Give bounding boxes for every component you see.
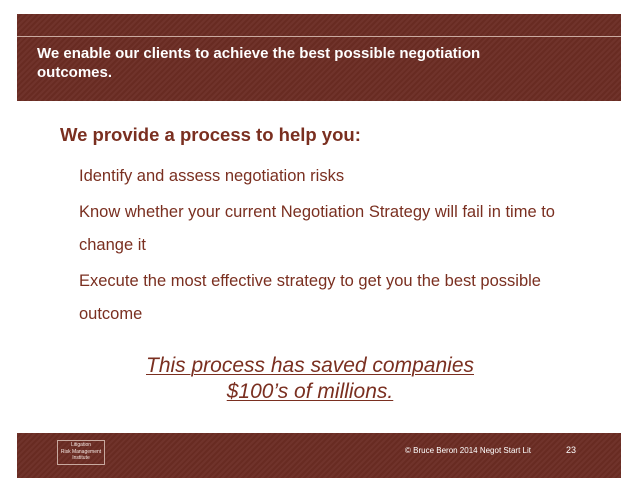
footer-copyright: © Bruce Beron 2014 Negot Start Lit [405,446,531,455]
bullet-list [79,160,569,334]
page-number: 23 [566,445,577,455]
slide-title: We enable our clients to achieve the best possible negotiation outcomes. [37,45,481,81]
highlight-line: $100’s of millions. [226,380,394,403]
highlight-statement [100,353,520,405]
logo-line: Risk Management [60,448,102,455]
bullet-item: Know whether your current Negotiation Strategy will fail in time to change it [79,202,555,254]
institute-logo [57,440,105,465]
logo-line: Institute [72,455,90,461]
footer-bar [17,433,621,478]
bullet-item: Execute the most effective strategy to get you the best possible outcome [79,271,541,323]
bullet-item: Identify and assess negotiation risks [79,167,345,185]
header-divider [17,36,621,37]
highlight-line: This process has saved companies [146,354,474,377]
lead-heading: We provide a process to help you: [60,124,361,145]
logo-line: Litigation [70,442,91,448]
